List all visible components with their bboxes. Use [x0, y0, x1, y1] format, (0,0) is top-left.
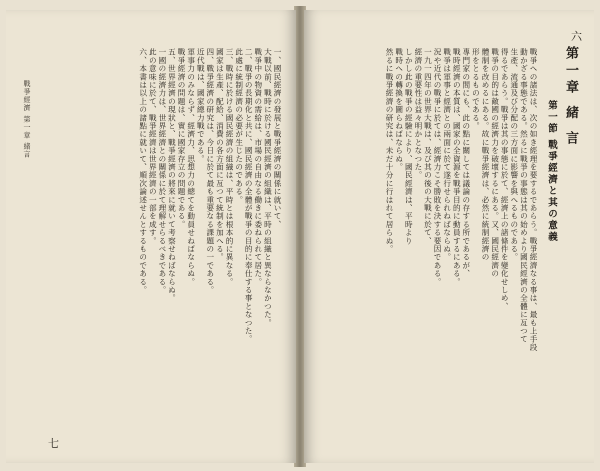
body-text	[42, 48, 282, 448]
text-line: 得るであらう。戰爭は其の事態に於て、經濟上の諸條件を變化せしめ、	[500, 48, 510, 311]
text-line: 六、本書は以上の諸點に就いて、順次論述せんとするものである。	[138, 48, 148, 294]
text-line: 動かざる事態である。然るに戰爭の事態は其の始めより國民經濟の全體に亙つて	[519, 48, 529, 344]
text-line: 一、國民經濟の發展と戰爭經濟の關係に就いて、	[273, 48, 282, 229]
text-line: 戰爭は軍事と經濟との兩面に於て遂行せられねばならぬ。	[442, 48, 452, 262]
right-page	[304, 10, 594, 463]
text-line: 專門家の間にも、此の點に關しては議論の存する所であるが、	[461, 48, 471, 278]
text-line: 形をとるものである。	[471, 48, 481, 130]
text-line: 二、戰爭の長期化と共に、國民經濟の全體が戰爭の目的に奉仕する事となつた。	[244, 48, 254, 344]
text-line: 體制を改めるにある。故に戰爭經濟は、必然に統制經濟の	[481, 48, 491, 262]
text-line: 戰時への轉換を圖らねばならぬ。	[394, 48, 404, 171]
text-line: 戰時經濟の本質は、國家の全資源を戰爭目的に動員するにある。	[452, 48, 462, 286]
running-head: 戰爭經濟 第一章 緒言	[23, 80, 31, 159]
text-line: 經濟の重要性は益々明かとなつた。	[413, 48, 423, 180]
text-line: 然るに戰爭經濟の研究は、未だ十分に行はれて居らぬ。	[385, 48, 395, 253]
left-page	[6, 10, 296, 463]
text-line: 況や近代の戰爭に於ては、經濟力こそ勝敗を決する要因である。	[433, 48, 443, 286]
text-line: 此の意味に於て、戰爭經濟は世界經濟の一部を成す。	[148, 48, 158, 245]
text-line: 四、戰爭經濟の研究は、今日に於て最も重要なる課題の一である。	[205, 48, 215, 294]
page-number: 七	[48, 437, 59, 450]
text-line: 一國の經濟力は、世界經濟との關係に於て理解せらるべきである。	[157, 48, 167, 294]
text-line: 國家は生產、配給、消費の各方面に亙つて統制を加へる。	[215, 48, 225, 262]
text-line: 戰爭への諸法は、次の如き經理を要するであらう。戰爭經濟なる事は、最も上手段	[529, 48, 538, 352]
text-line: 五、世界經濟の現狀と、戰爭經濟の將來に就いて考察せねばならぬ。	[167, 48, 177, 303]
text-line: 一九一四年の世界大戰は、及び其の後の大戰に於て、	[423, 48, 433, 245]
section-title: 第一節 戰爭經濟と其の意義	[546, 100, 557, 244]
text-line: 此處に統制經濟の必要が生じたのである。	[234, 48, 244, 204]
text-line: 近代戰は、國家總力戰である。	[196, 48, 206, 163]
text-line: 戰爭の目的は敵國の經濟力を破壞するにある。又、國民經濟の	[490, 48, 500, 278]
chapter-title: 第一章 緒 言	[563, 46, 578, 149]
body-text	[318, 48, 538, 448]
text-line: 三、戰時に於ける國民經濟の組織は、平時とは根本的に異なる。	[225, 48, 235, 286]
text-line: 軍事力のみならず、經濟力、思想力の總てを動員せねばならぬ。	[186, 48, 196, 286]
text-line: 戰爭經濟の問題は、實に國家存立の問題である。	[177, 48, 187, 229]
text-line: 生產、流通及び分配の三方面に影響を與へるものである。	[509, 48, 519, 262]
text-line: 戰爭中の物資の需給は、市場の自由なる働きに委ねられて居た。	[253, 48, 263, 286]
text-line: しかし此の戰爭の經驗により、國民經濟は、平時より	[404, 48, 414, 245]
page-number: 六	[571, 30, 582, 43]
text-line: 大戰以前、戰時に於ける國民經濟の組織は、平時の組織と異ならなかつた。	[263, 48, 273, 327]
